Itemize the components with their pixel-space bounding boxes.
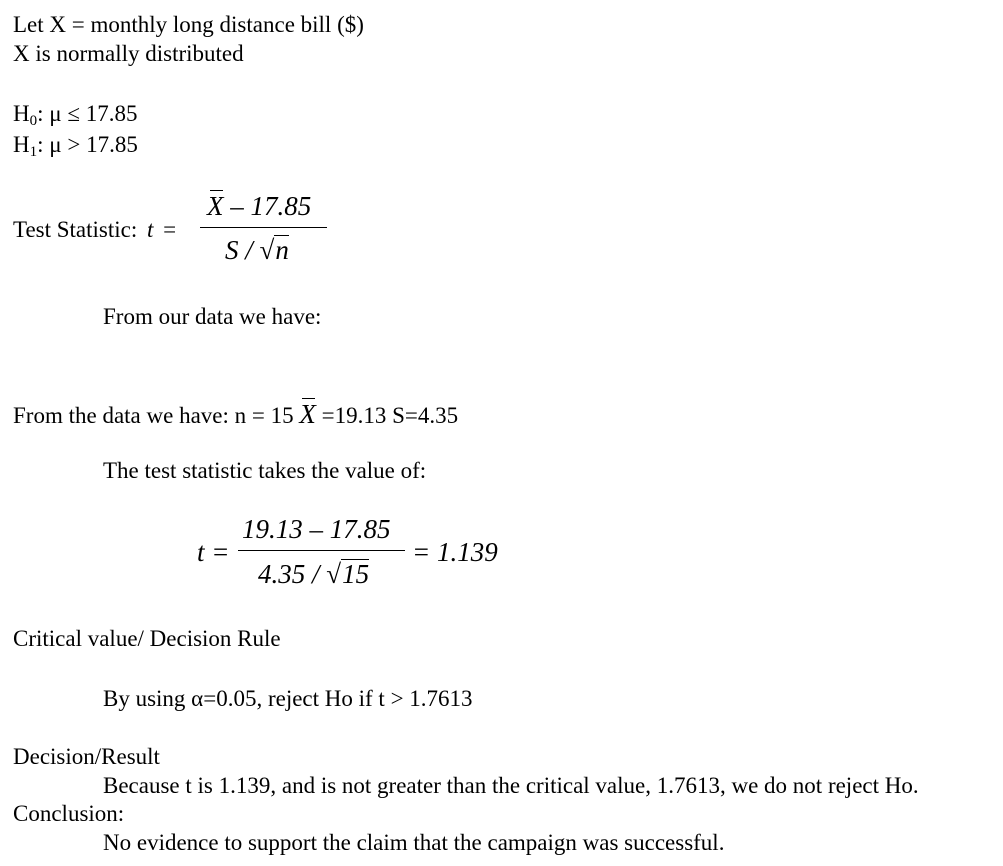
- test-statistic-formula: [200, 190, 330, 270]
- test-statistic-label: [13, 218, 176, 241]
- sqrt-15: √15: [326, 559, 370, 589]
- null-hypothesis: [13, 102, 137, 129]
- h1-letter: H: [13, 132, 30, 157]
- computed-denominator: [258, 559, 369, 588]
- fraction-bar: [238, 550, 405, 551]
- conclusion-text: No evidence to support the claim that the campaign was successful.: [103, 830, 725, 855]
- computed-t-label: t =: [197, 537, 230, 567]
- computed-fraction: [238, 514, 408, 594]
- decision-rule: By using α=0.05, reject Ho if t > 1.7613: [103, 686, 473, 711]
- sample-mean: =19.13: [315, 403, 393, 428]
- xbar-symbol: X: [299, 399, 316, 429]
- critical-heading: Critical value/ Decision Rule: [13, 626, 281, 651]
- definition-line: Let X = monthly long distance bill ($): [13, 12, 364, 37]
- denominator-value: 4.35 /: [258, 559, 320, 589]
- sample-sd: S=4.35: [392, 403, 459, 428]
- denominator-s: S /: [225, 235, 253, 265]
- numerator-rest: – 17.85: [223, 191, 312, 221]
- test-statistic-text: Test Statistic:: [13, 217, 138, 242]
- value-intro: The test statistic takes the value of:: [103, 458, 427, 483]
- fraction-bar: [200, 227, 327, 228]
- sqrt-n: √n: [259, 235, 289, 265]
- conclusion-heading: Conclusion:: [13, 801, 125, 826]
- h0-statement: : μ ≤ 17.85: [37, 101, 138, 126]
- formula-numerator: [207, 193, 311, 220]
- decision-heading: Decision/Result: [13, 744, 160, 769]
- distribution-line: X is normally distributed: [13, 41, 244, 66]
- data-intro: From our data we have:: [103, 304, 322, 329]
- equals-sign: =: [163, 217, 177, 242]
- formula-denominator: [225, 235, 289, 264]
- xbar-symbol: X: [207, 191, 224, 221]
- computed-result: = 1.139: [412, 537, 498, 567]
- alternative-hypothesis: [13, 133, 138, 160]
- h1-subscript: 1: [29, 144, 38, 160]
- sample-data-line: [13, 401, 458, 428]
- computed-numerator: 19.13 – 17.85: [242, 514, 391, 544]
- h1-statement: : μ > 17.85: [37, 132, 138, 157]
- t-symbol: t: [147, 217, 154, 242]
- sample-size-text: From the data we have: n = 15: [13, 403, 300, 428]
- h0-subscript: 0: [29, 113, 38, 129]
- h0-letter: H: [13, 101, 30, 126]
- decision-text: Because t is 1.139, and is not greater than the critical value, 1.7613, we do not reject Ho.: [103, 773, 919, 798]
